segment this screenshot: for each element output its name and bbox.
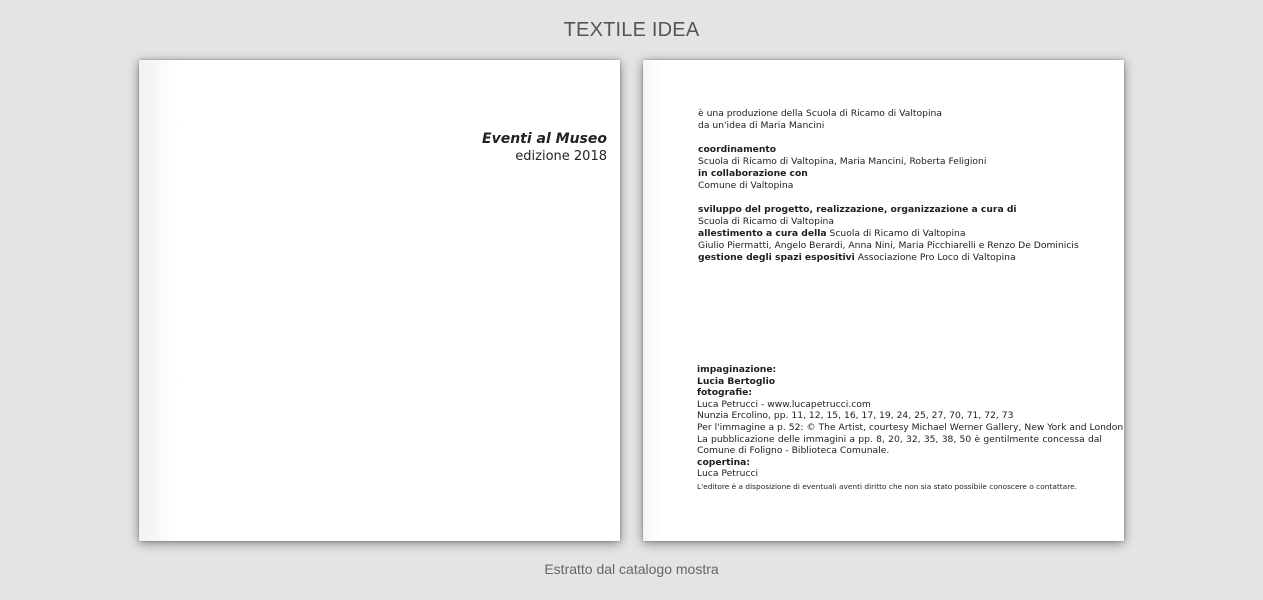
copertina-value: Luca Petrucci [697,468,759,480]
sviluppo-label: sviluppo del progetto, realizzazione, organizzazione a cura di [698,204,1017,215]
footer-caption: Estratto dal catalogo mostra [544,561,719,577]
gestione-label: gestione degli spazi espositivi [698,252,855,263]
fotografie-line: Per l'immagine a p. 52: © The Artist, courtesy Michael Werner Gallery, New York and London [697,421,1124,433]
fotografie-label: fotografie: [697,387,753,399]
page-title: TEXTILE IDEA [563,19,700,41]
allestimento-names: Giulio Piermatti, Angelo Berardi, Anna Nini, Maria Picchiarelli e Renzo De Dominicis [698,240,1079,251]
sviluppo-value: Scuola di Ricamo di Valtopina [698,216,834,227]
catalog-page-right [643,60,1124,541]
pubblicazione-text: La pubblicazione delle immagini a pp. 8, 20, 32, 35, 38, 50 è gentilmente concessa dal Comune di Foligno - Biblioteca Comunale. [697,433,1102,457]
collaborazione-label: in collaborazione con [698,168,808,179]
collaborazione-value: Comune di Valtopina [698,180,794,191]
fotografie-line: Nunzia Ercolino, pp. 11, 12, 15, 16, 17, 19, 24, 25, 27, 70, 71, 72, 73 [697,410,1014,422]
colophon-block [697,364,1124,492]
allestimento-label: allestimento a cura della [698,228,827,239]
event-edition: edizione 2018 [515,149,607,164]
copertina-label: copertina: [697,456,751,468]
coordinamento-label: coordinamento [698,144,777,155]
impaginazione-value: Lucia Bertoglio [697,375,776,387]
intro-line: da un'idea di Maria Mancini [698,120,825,131]
impaginazione-label: impaginazione: [697,364,777,375]
editor-note: L'editore è a disposizione di eventuali aventi diritto che non sia stato possibile conoscere o contattare. [697,481,1077,491]
event-title: Eventi al Museo [482,131,607,147]
credits-block [698,108,1108,264]
intro-line: è una produzione della Scuola di Ricamo di Valtopina [698,108,942,119]
catalog-page-left [139,60,620,541]
left-page-heading [482,131,607,165]
coordinamento-value: Scuola di Ricamo di Valtopina, Maria Mancini, Roberta Feligioni [698,156,987,167]
fotografie-line: Luca Petrucci - www.lucapetrucci.com [697,398,871,410]
gestione-value: Associazione Pro Loco di Valtopina [854,252,1016,263]
allestimento-value: Scuola di Ricamo di Valtopina [826,228,966,239]
